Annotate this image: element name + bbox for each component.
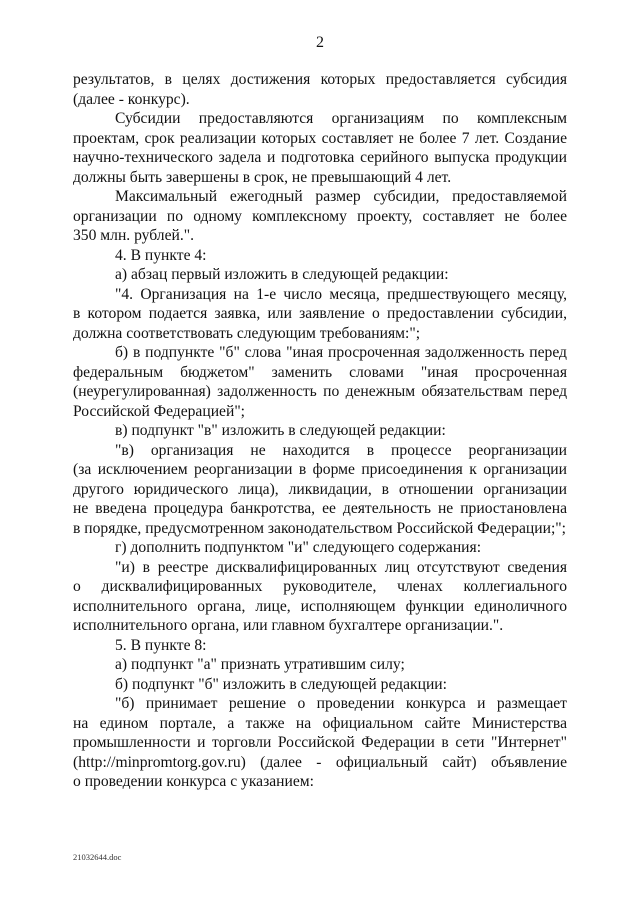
text-line: федеральным бюджетом" заменить словами "иная просроченная (73, 363, 567, 381)
text-line: должна соответствовать следующим требованиям:"; (73, 324, 421, 342)
text-line: о дисквалифицированных руководителе, членах коллегиального (73, 578, 567, 595)
page-number: 2 (316, 34, 324, 51)
text-line: в порядке, предусмотренном законодательством Российской Федерации;"; (73, 519, 566, 537)
text-line: о проведении конкурса с указанием: (73, 773, 314, 790)
text-line: "и) в реестре дисквалифицированных лиц отсутствуют сведения (115, 558, 567, 576)
text-line: в) подпункт "в" изложить в следующей редакции: (115, 422, 446, 439)
text-line: результатов, в целях достижения которых предоставляется субсидия (73, 71, 567, 88)
text-line: г) дополнить подпунктом "и" следующего содержания: (115, 539, 482, 556)
text-line: промышленности и торговли Российской Федерации в сети "Интернет" (73, 734, 567, 751)
text-line: (далее - конкурс). (73, 90, 190, 108)
text-line: в котором подается заявка, или заявление о предоставлении субсидии, (73, 305, 567, 322)
document-filename: 21032644.doc (73, 852, 122, 862)
text-line: на едином портале, а также на официальном сайте Министерства (73, 714, 567, 732)
text-line: б) подпункт "б" изложить в следующей редакции: (115, 675, 447, 693)
text-line: "4. Организация на 1-е число месяца, предшествующего месяцу, (115, 285, 567, 303)
text-line: исполнительного органа, лице, исполняющем функции единоличного (73, 597, 567, 615)
text-line: 5. В пункте 8: (115, 636, 207, 654)
text-line: не введена процедура банкротства, ее деятельность не приостановлена (73, 500, 567, 517)
text-line: а) подпункт "а" признать утратившим силу; (115, 656, 405, 673)
text-line: "в) организация не находится в процессе реорганизации (115, 441, 567, 459)
text-line: "б) принимает решение о проведении конкурса и размещает (115, 695, 567, 712)
text-line: проектам, срок реализации которых составляет не более 7 лет. Создание (73, 129, 567, 147)
text-line: Российской Федерацией"; (73, 402, 246, 420)
text-line: 350 млн. рублей.". (73, 227, 195, 244)
text-line: научно-технического задела и подготовка серийного выпуска продукции (73, 149, 567, 166)
text-line: организации по одному комплексному проекту, составляет не более (73, 207, 567, 225)
document-body (73, 70, 567, 792)
text-line: а) абзац первый изложить в следующей редакции: (115, 266, 449, 283)
text-line: Субсидии предоставляются организациям по комплексным (115, 110, 567, 127)
text-line: Максимальный ежегодный размер субсидии, предоставляемой (115, 188, 567, 205)
text-line: (за исключением реорганизации в форме присоединения к организации (73, 461, 567, 478)
text-line: 4. В пункте 4: (115, 246, 207, 264)
text-line: (неурегулированная) задолженность по денежным обязательствам перед (73, 383, 567, 400)
text-line: исполнительного органа, или главном бухгалтере организации.". (73, 617, 504, 634)
text-line: б) в подпункте "б" слова "иная просроченная задолженность перед (115, 344, 567, 361)
text-line: (http://minpromtorg.gov.ru) (далее - официальный сайт) объявление (73, 753, 567, 771)
text-line: другого юридического лица), ликвидации, в отношении организации (73, 480, 567, 498)
text-line: должны быть завершены в срок, не превышающий 4 лет. (73, 168, 452, 186)
